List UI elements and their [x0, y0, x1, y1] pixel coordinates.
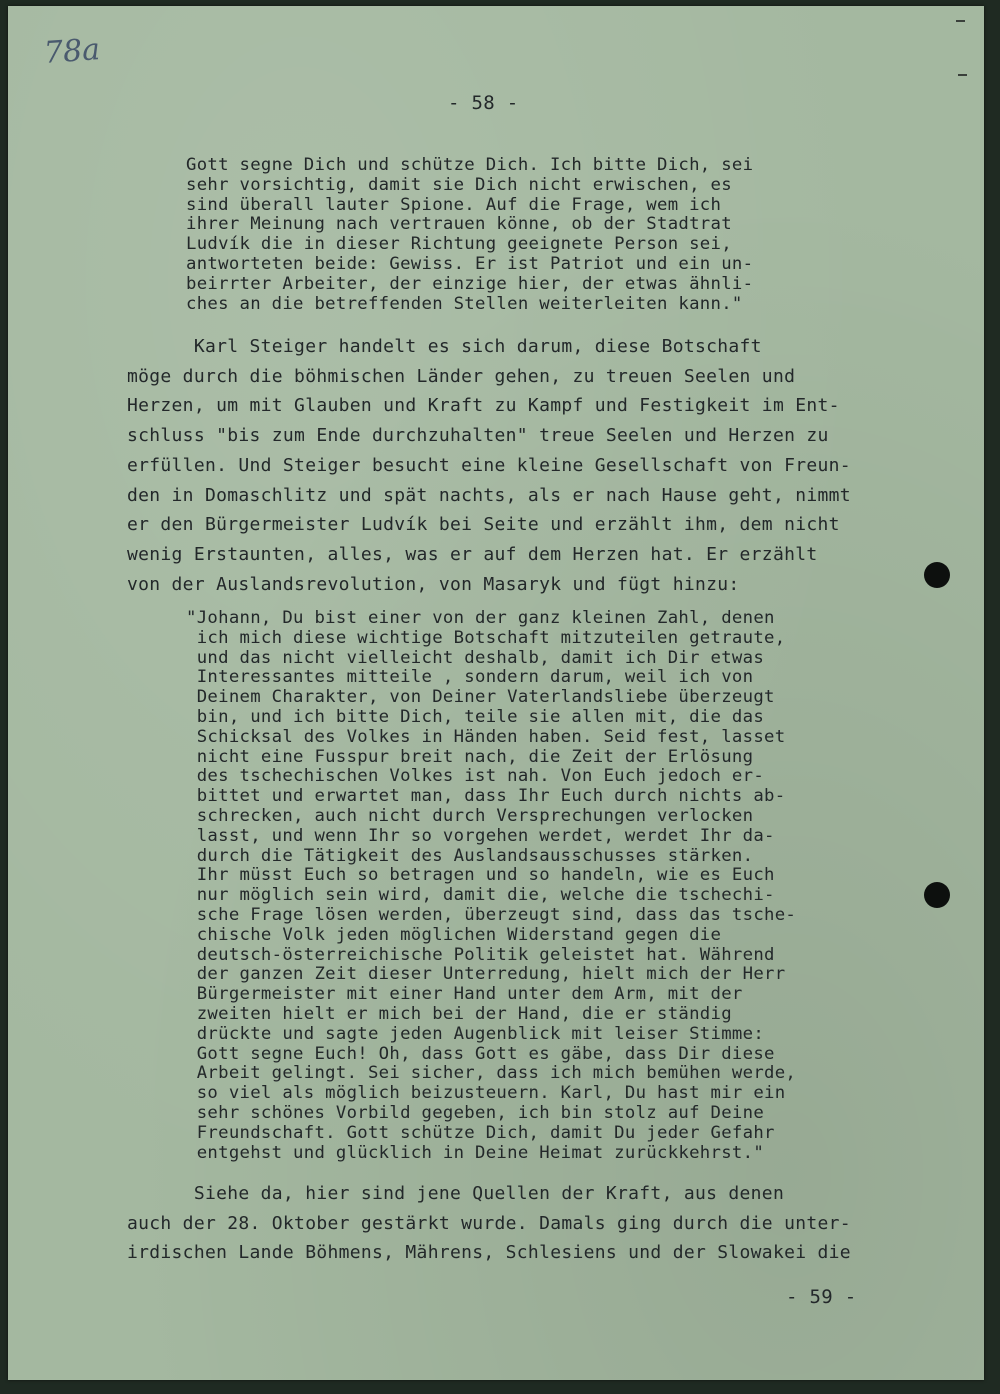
handwritten-folio-number: 78a	[42, 32, 102, 71]
punch-hole	[924, 562, 950, 588]
punch-hole	[924, 882, 950, 908]
document-page	[8, 6, 984, 1380]
corner-mark	[958, 74, 967, 76]
body-paragraph: Karl Steiger handelt es sich darum, diese Botschaft möge durch die böhmischen Länder gehen, zu treuen Seelen und Herzen, um mit Glauben und Kraft zu Kampf und Festigkeit im Ent- schluss "bis zum Ende durchzuhalten" treue Seelen und Herzen zu erfüllen. Und Steiger besucht eine kleine Gesellschaft von Freun- den in Domaschlitz und spät nachts, als er nach Hause geht, nimmt er den Bürgermeister Ludvík bei Seite und erzählt ihm, dem nicht wenig Erstaunten, alles, was er auf dem Herzen hat. Er erzählt von der Auslandsrevolution, von Masaryk und fügt hinzu:	[127, 336, 851, 595]
quote-block: "Johann, Du bist einer von der ganz kleinen Zahl, denen ich mich diese wichtige Botschaft mitzuteilen getraute, und das nicht vielleicht deshalb, damit ich Dir etwas Interessantes mitteile , sondern darum, weil ich von Deinem Charakter, von Deiner Vaterlandsliebe überzeugt bin, und ich bitte Dich, teile sie allen mit, die das Schicksal des Volkes in Händen haben. Seid fest, lasset nicht eine Fusspur breit nach, die Zeit der Erlösung des tschechischen Volkes ist nah. Von Euch jedoch er- bittet und erwartet man, dass Ihr Euch durch nichts ab- schrecken, auch nicht durch Versprechungen verlocken lasst, und wenn Ihr so vorgehen werdet, werdet Ihr da- durch die Tätigkeit des Auslandsausschusses stärken. Ihr müsst Euch so betragen und so handeln, wie es Euch nur möglich sein wird, damit die, welche die tschechi- sche Frage lösen werden, überzeugt sind, dass das tsche- chische Volk jeden möglichen Widerstand gegen die deutsch-österreichische Politik geleistet hat. Während der ganzen Zeit dieser Unterredung, hielt mich der Herr Bürgermeister mit einer Hand unter dem Arm, mit der zweiten hielt er mich bei der Hand, die er ständig drückte und sagte jeden Augenblick mit leiser Stimme: Gott segne Euch! Oh, dass Gott es gäbe, dass Dir diese Arbeit gelingt. Sei sicher, dass ich mich bemühen werde, so viel als möglich beizusteuern. Karl, Du hast mir ein sehr schönes Vorbild gegeben, ich bin stolz auf Deine Freundschaft. Gott schütze Dich, damit Du jeder Gefahr entgehst und glücklich in Deine Heimat zurückkehrst."	[186, 608, 797, 1163]
corner-mark	[956, 20, 965, 22]
quote-block: Gott segne Dich und schütze Dich. Ich bitte Dich, sei sehr vorsichtig, damit sie Dich nicht erwischen, es sind überall lauter Spione. Auf die Frage, wem ich ihrer Meinung nach vertrauen könne, ob der Stadtrat Ludvík die in dieser Richtung geeignete Person sei, antworteten beide: Gewiss. Er ist Patriot und ein un- beirrter Arbeiter, der einzige hier, der etwas ähnli- ches an die betreffenden Stellen weiterleiten kann."	[186, 155, 754, 314]
page-number-top: - 58 -	[448, 92, 519, 114]
page-number-bottom: - 59 -	[786, 1286, 857, 1308]
body-paragraph: Siehe da, hier sind jene Quellen der Kraft, aus denen auch der 28. Oktober gestärkt wurde. Damals ging durch die unter- irdischen Lande Böhmens, Mährens, Schlesiens und der Slowakei die	[127, 1183, 851, 1264]
